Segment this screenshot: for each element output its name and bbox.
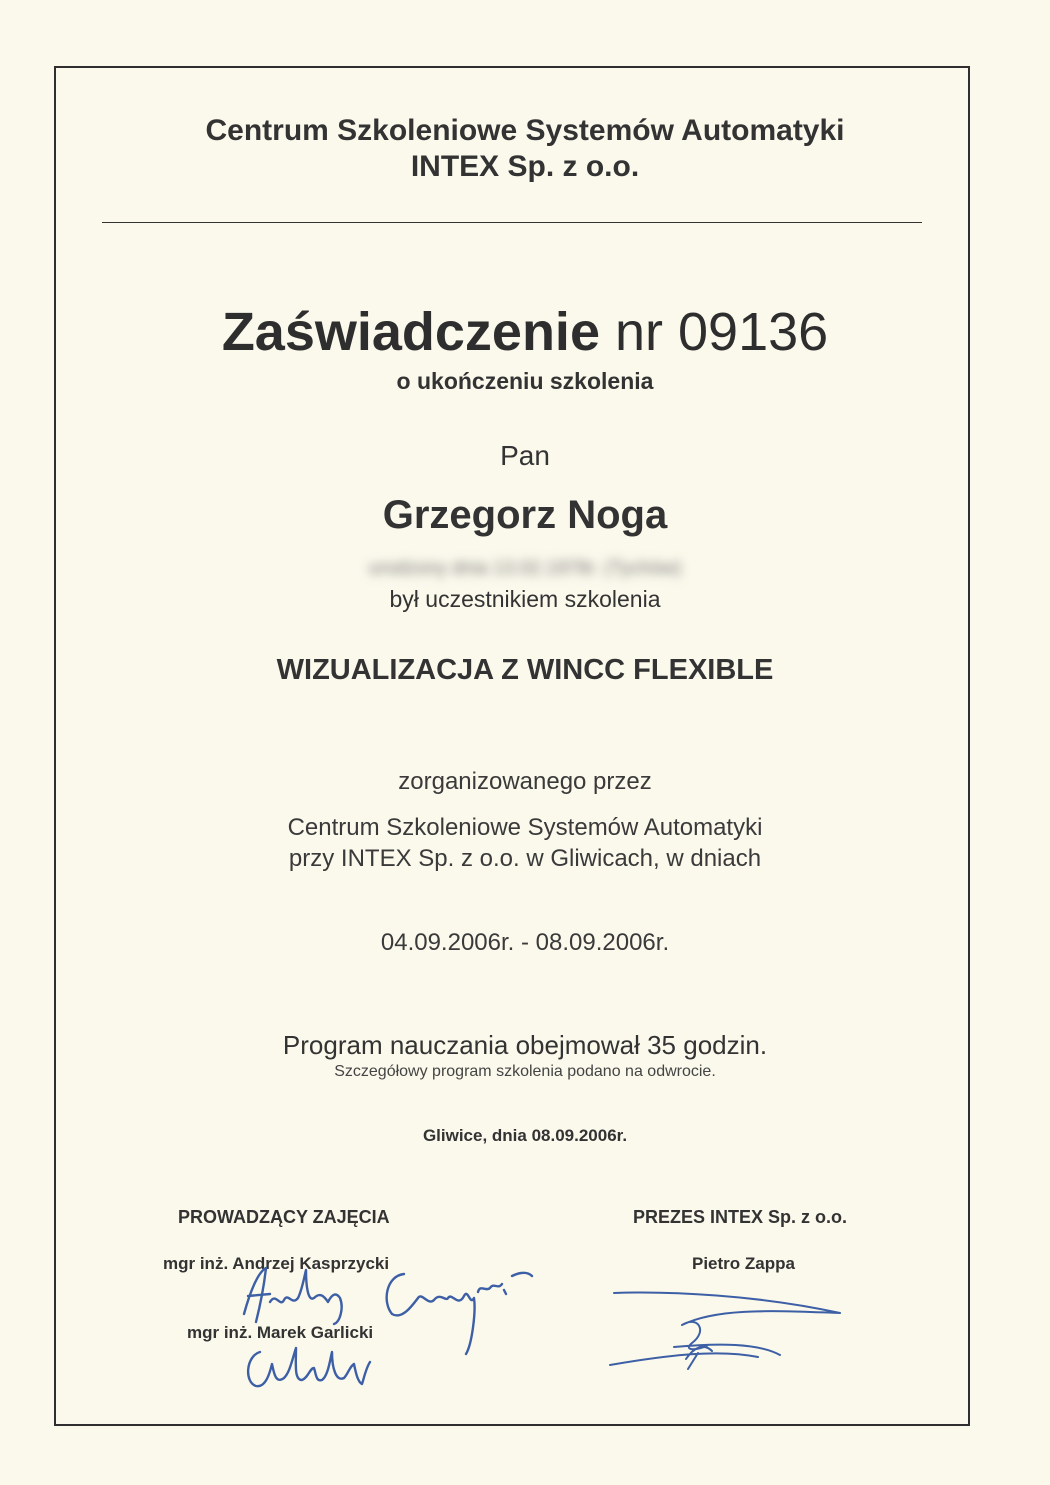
place-and-date: Gliwice, dnia 08.09.2006r. — [422, 1126, 628, 1145]
instructor-1-name: mgr inż. Andrzej Kasprzycki — [163, 1254, 390, 1273]
organized-by-text: zorganizowanego przez — [398, 768, 652, 795]
header-divider — [102, 222, 922, 223]
recipient-name: Grzegorz Noga — [382, 493, 668, 537]
organizer-line-1: Centrum Szkoleniowe Systemów Automatyki — [287, 814, 763, 841]
course-dates: 04.09.2006r. - 08.09.2006r. — [380, 929, 670, 956]
certificate-subtitle: o ukończeniu szkolenia — [396, 368, 654, 394]
issuer-header — [0, 113, 1050, 185]
certificate-title — [0, 300, 1050, 364]
program-hours: Program nauczania obejmował 35 godzin. — [282, 1030, 768, 1060]
salutation: Pan — [500, 440, 550, 471]
participation-text: był uczestnikiem szkolenia — [389, 586, 661, 612]
president-name: Pietro Zappa — [692, 1254, 795, 1273]
certificate-number: nr 09136 — [615, 302, 829, 362]
issuer-line-2: INTEX Sp. z o.o. — [410, 150, 640, 183]
president-signature — [608, 1285, 848, 1375]
organizer-line-2: przy INTEX Sp. z o.o. w Gliwicach, w dniach — [288, 845, 762, 872]
certificate-title-word: Zaświadczenie — [221, 302, 600, 362]
program-note: Szczegółowy program szkolenia podano na odwrocie. — [334, 1063, 716, 1080]
instructor-2-signature — [240, 1338, 380, 1398]
redacted-birth-info: urodzony dnia 13.02.1978r. (Tychów) — [368, 558, 682, 579]
president-heading: PREZES INTEX Sp. z o.o. — [633, 1207, 848, 1227]
instructors-heading: PROWADZĄCY ZAJĘCIA — [178, 1207, 390, 1227]
issuer-line-1: Centrum Szkoleniowe Systemów Automatyki — [205, 114, 845, 147]
course-title: WIZUALIZACJA Z WINCC FLEXIBLE — [276, 654, 774, 686]
instructor-2-name: mgr inż. Marek Garlicki — [187, 1323, 374, 1342]
organizer-text — [0, 812, 1050, 874]
